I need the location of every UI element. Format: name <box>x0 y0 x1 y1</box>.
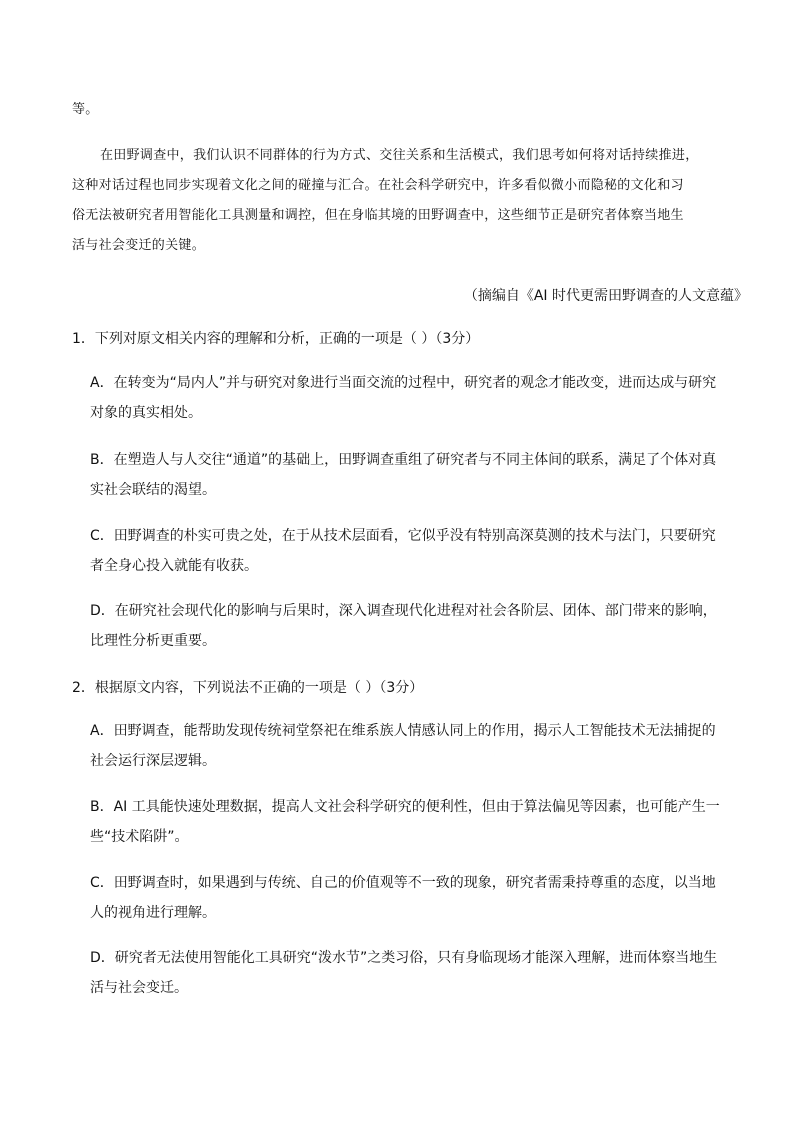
option-line: 些“技术陷阱”。 <box>90 829 189 845</box>
option-line: A．田野调查，能帮助发现传统祠堂祭祀在维系族人情感认同上的作用，揭示人工智能技术无法捕捉的 <box>90 723 716 739</box>
passage-source: （摘编自《AI 时代更需田野调查的人文意蕴》 <box>463 288 748 304</box>
option-line: D．研究者无法使用智能化工具研究“泼水节”之类习俗，只有身临现场才能深入理解，进而体察当地生 <box>90 950 718 966</box>
option-line: A．在转变为“局内人”并与研究对象进行当面交流的过程中，研究者的观念才能改变，进而达成与研究 <box>90 375 717 391</box>
option-line: 人的视角进行理解。 <box>90 905 216 921</box>
option-line: D．在研究社会现代化的影响与后果时，深入调查现代化进程对社会各阶层、团体、部门带来的影响， <box>90 603 717 619</box>
passage-line: 俗无法被研究者用智能化工具测量和调控，但在身临其境的田野调查中，这些细节正是研究者体察当地生 <box>72 208 684 223</box>
option-line: 实社会联结的渴望。 <box>90 482 216 498</box>
option-line: C．田野调查时，如果遇到与传统、自己的价值观等不一致的现象，研究者需秉持尊重的态度，以当地 <box>90 875 716 891</box>
option-line: 对象的真实相处。 <box>90 405 202 421</box>
option-line: B．在塑造人与人交往“通道”的基础上，田野调查重组了研究者与不同主体间的联系，满足了个体对真 <box>90 452 717 468</box>
option-line: C．田野调查的朴实可贵之处，在于从技术层面看，它似乎没有特别高深莫测的技术与法门，只要研究 <box>90 528 716 544</box>
passage-line: 这种对话过程也同步实现着文化之间的碰撞与汇合。在社会科学研究中，许多看似微小而隐秘的文化和习 <box>72 178 684 193</box>
question-stem: 1．下列对原文相关内容的理解和分析，正确的一项是（ ）（3分） <box>72 331 480 347</box>
passage-line: 在田野调查中，我们认识不同群体的行为方式、交往关系和生活模式，我们思考如何将对话持续推进， <box>100 148 699 163</box>
question-stem: 2．根据原文内容，下列说法不正确的一项是（ ）（3分） <box>72 680 424 696</box>
option-line: 活与社会变迁。 <box>90 980 188 996</box>
option-line: 社会运行深层逻辑。 <box>90 753 216 769</box>
passage-line: 活与社会变迁的关键。 <box>72 238 206 253</box>
passage-fragment: 等。 <box>72 102 99 117</box>
option-line: 者全身心投入就能有收获。 <box>90 558 258 574</box>
option-line: B．AI 工具能快速处理数据，提高人文社会科学研究的便利性，但由于算法偏见等因素，也可能产生一 <box>90 799 720 815</box>
option-line: 比理性分析更重要。 <box>90 633 216 649</box>
